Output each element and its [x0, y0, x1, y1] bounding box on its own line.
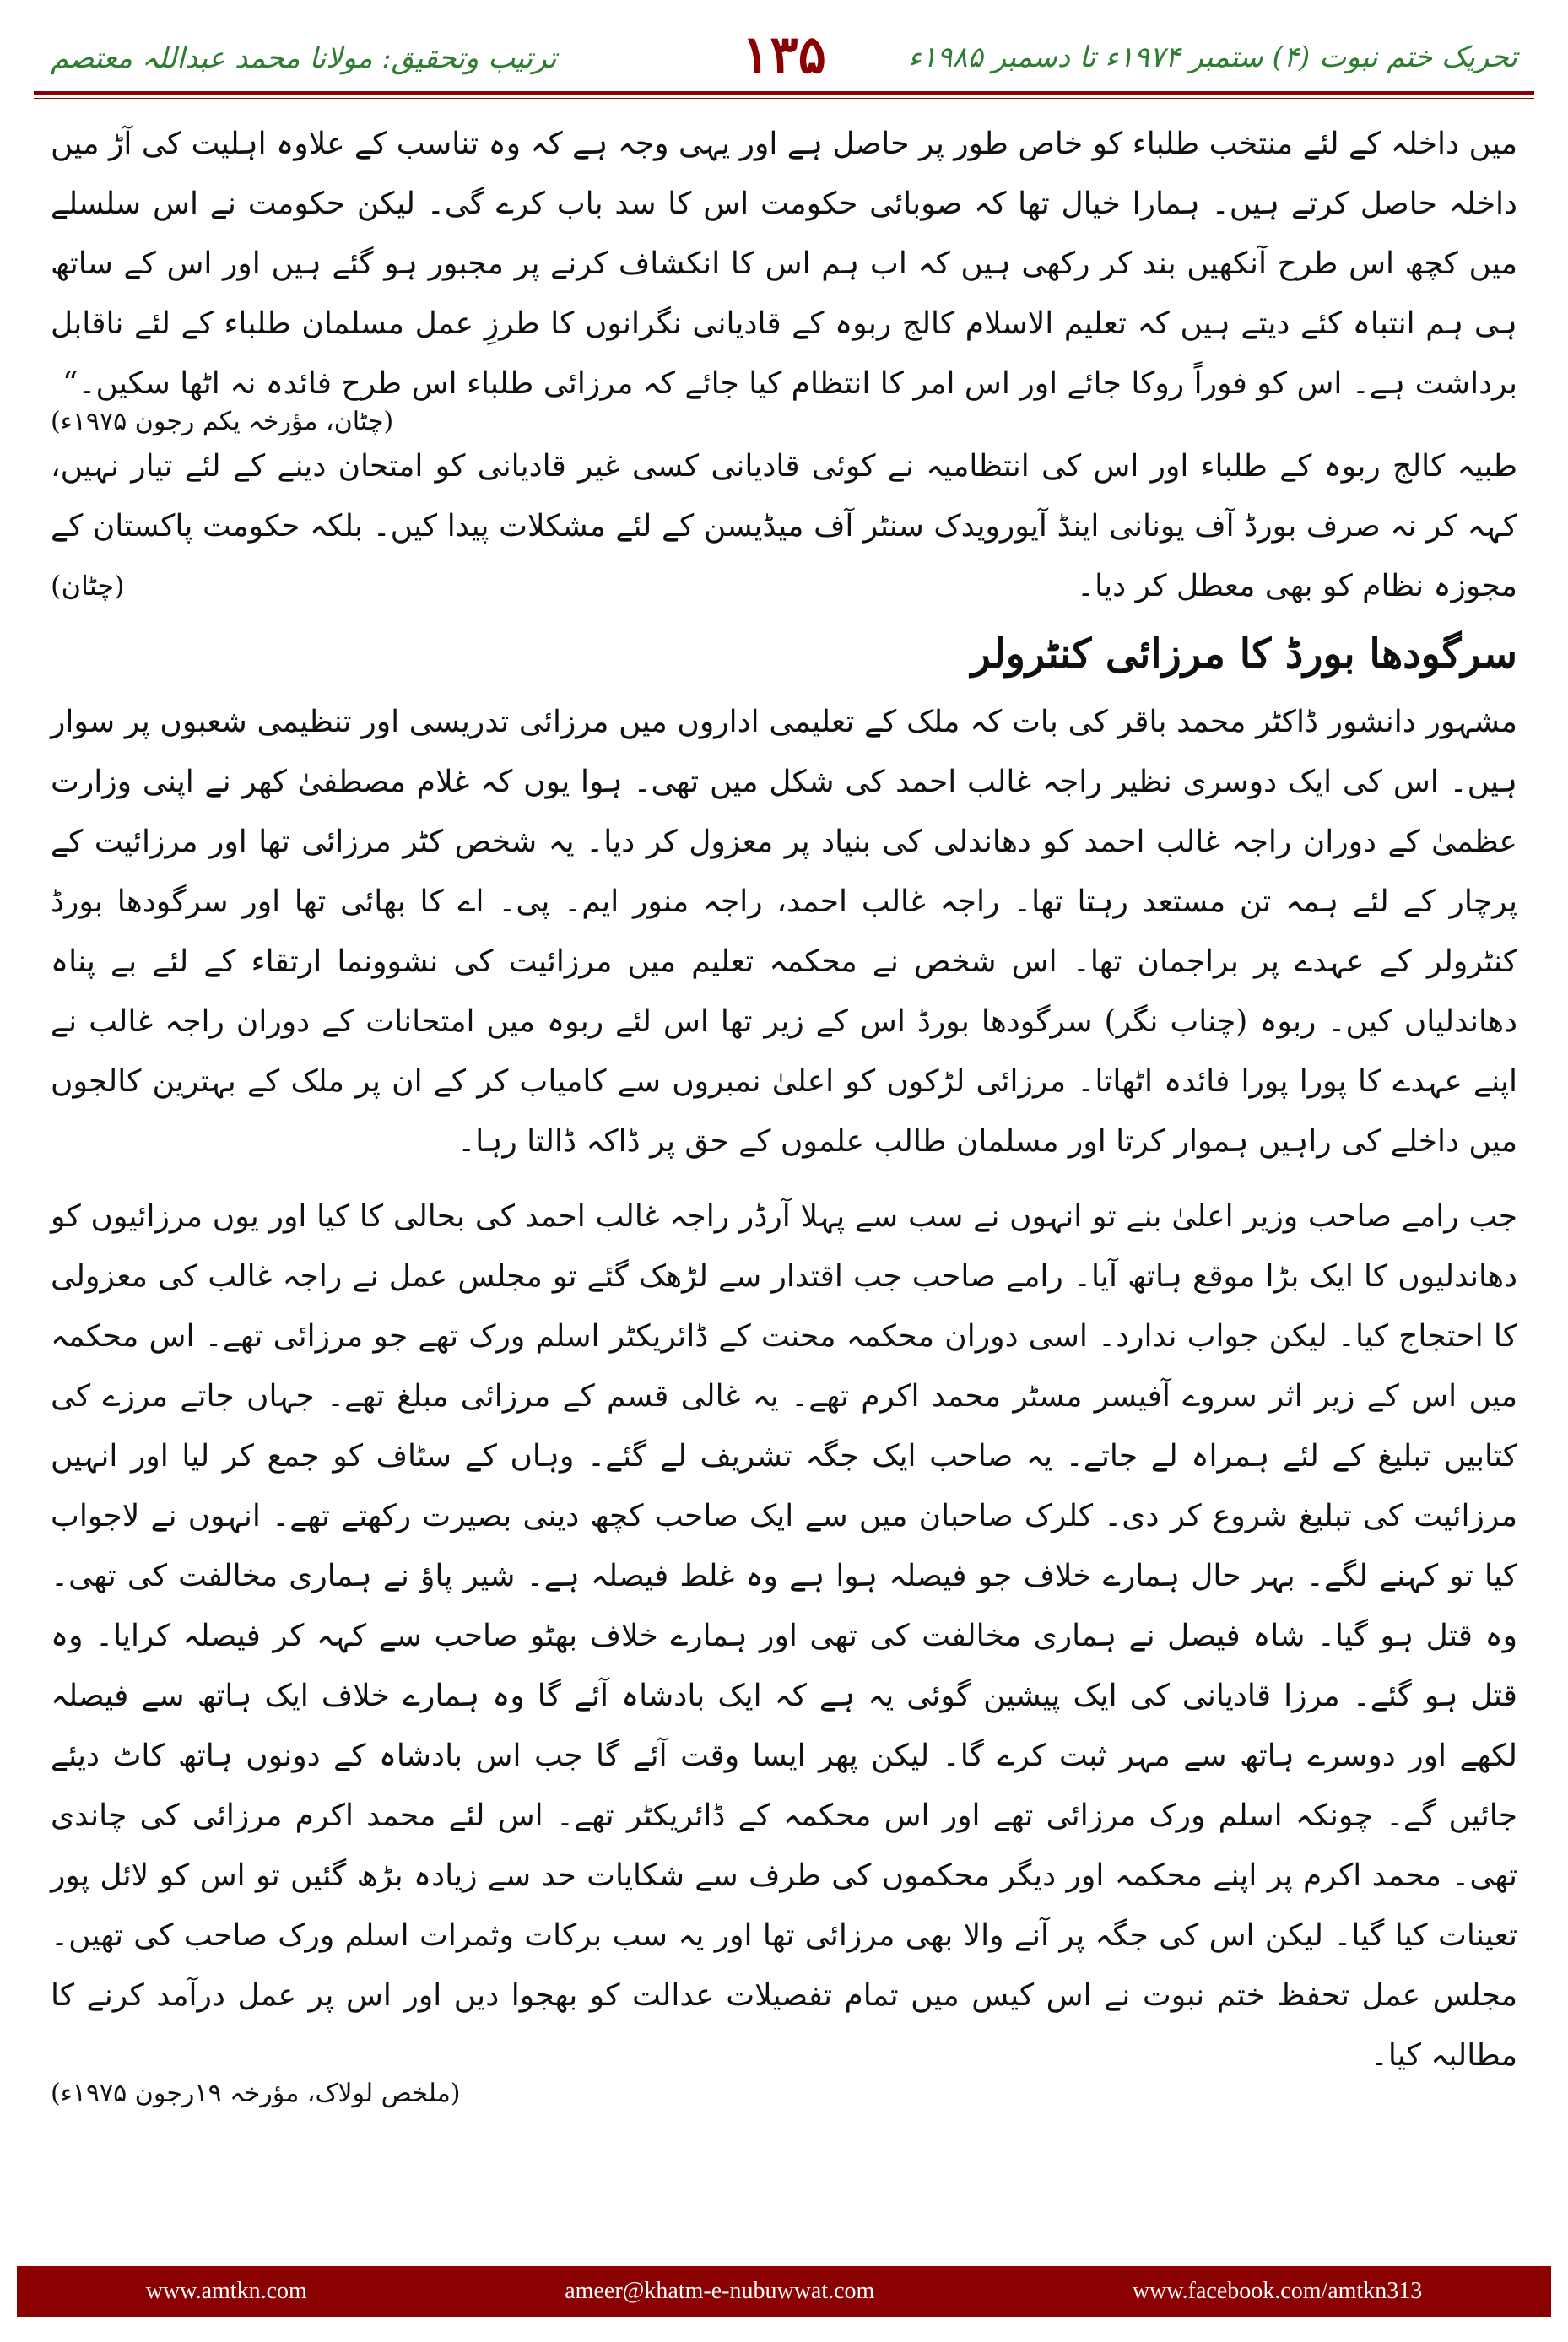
- page-header: [51, 15, 1517, 91]
- page-body: [51, 114, 1517, 2249]
- footer-facebook-link[interactable]: www.facebook.com/amtkn313: [1132, 2278, 1423, 2304]
- citation-3-text: (ملخص لولاک، مؤرخہ ۱۹رجون ۱۹۷۵ء): [51, 2079, 461, 2108]
- header-divider-thin: [34, 98, 1534, 99]
- compiler-credit: ترتیب وتحقیق: مولانا محمد عبداللہ معتصم: [51, 41, 557, 75]
- paragraph-2-text: طبیہ کالج ربوہ کے طلباء اور اس کی انتظامیہ نے کوئی قادیانی کسی غیر قادیانی کو امتحان دینے کے لئے تیار نہیں، کہہ کر نہ صرف بورڈ آف یونانی اینڈ آیورویدک سنٹر آف میڈیسن کے لئے مشکلات پیدا کیں۔ بلکہ حکومت پاکستان کے مجوزہ نظام کو بھی معطل کر دیا۔: [51, 449, 1517, 603]
- citation-2: (چٹان): [51, 570, 125, 602]
- header-divider: [34, 91, 1534, 95]
- page-number: ۱۳۵: [742, 24, 826, 85]
- footer-website-link[interactable]: www.amtkn.com: [145, 2278, 307, 2304]
- book-title: تحریک ختم نبوت (۴) ستمبر ۱۹۷۴ء تا دسمبر ۱۹۸۵ء: [907, 41, 1517, 74]
- section-title: سرگودھا بورڈ کا مرزائی کنٹرولر: [971, 630, 1517, 678]
- page-footer: [17, 2266, 1551, 2317]
- citation-1-text: (چٹان، مؤرخہ یکم رجون ۱۹۷۵ء): [51, 407, 394, 436]
- paragraph-2: [51, 436, 1517, 616]
- paragraph-4: جب رامے صاحب وزیر اعلیٰ بنے تو انہوں نے سب سے پہلا آرڈر راجہ غالب احمد کی بحالی کا کیا اور یوں مرزائیوں کو دھاندلیوں کا ایک بڑا موقع ہاتھ آیا۔ رامے صاحب جب اقتدار سے لڑھک گئے تو مجلس عمل نے راجہ غالب کی معزولی کا احتجاج کیا۔ لیکن جواب ندارد۔ اسی دوران محکمہ محنت کے ڈائریکٹر اسلم ورک تھے جو مرزائی تھے۔ اس محکمہ میں اس کے زیر اثر سروے آفیسر مسٹر محمد اکرم تھے۔ یہ غالی قسم کے مرزائی مبلغ تھے۔ جہاں جاتے مرزے کی کتابیں تبلیغ کے لئے ہمراہ لے جاتے۔ یہ صاحب ایک جگہ تشریف لے گئے۔ وہاں کے سٹاف کو جمع کر لیا اور انہیں مرزائیت کی تبلیغ شروع کر دی۔ کلرک صاحبان میں سے ایک صاحب کچھ دینی بصیرت رکھتے تھے۔ انہوں نے لاجواب کیا تو کہنے لگے۔ بہر حال ہمارے خلاف جو فیصلہ ہوا ہے وہ غلط فیصلہ ہے۔ شیر پاؤ نے ہماری مخالفت کی تھی۔ وہ قتل ہو گیا۔ شاہ فیصل نے ہماری مخالفت کی تھی اور ہمارے خلاف بھٹو صاحب سے کہہ کر فیصلہ کرایا۔ وہ قتل ہو گئے۔ مرزا قادیانی کی ایک پیشین گوئی یہ ہے کہ ایک بادشاہ آئے گا وہ ہمارے خلاف ایک ہاتھ سے فیصلہ لکھے اور دوسرے ہاتھ سے مہر ثبت کرے گا۔ لیکن پھر ایسا وقت آئے گا جب اس بادشاہ کے دونوں ہاتھ کاٹ دیئے جائیں گے۔ چونکہ اسلم ورک مرزائی تھے اور اس محکمہ کے ڈائریکٹر تھے۔ اس لئے محمد اکرم مرزائی کی چاندی تھی۔ محمد اکرم پر اپنے محکمہ اور دیگر محکموں کی طرف سے شکایات حد سے زیادہ بڑھ گئیں تو اس کو لائل پور تعینات کیا گیا۔ لیکن اس کی جگہ پر آنے والا بھی مرزائی تھا اور یہ سب برکات وثمرات اسلم ورک صاحب کی تھیں۔ مجلس عمل تحفظ ختم نبوت نے اس کیس میں تمام تفصیلات عدالت کو بھجوا دیں اور اس پر عمل درآمد کرنے کا مطالبہ کیا۔: [51, 1199, 1517, 2073]
- footer-email-link[interactable]: ameer@khatm-e-nubuwwat.com: [565, 2278, 875, 2304]
- paragraph-1: میں داخلہ کے لئے منتخب طلباء کو خاص طور پر حاصل ہے اور یہی وجہ ہے کہ وہ تناسب کے علاوہ اہلیت کی آڑ میں داخلہ حاصل کرتے ہیں۔ ہمارا خیال تھا کہ صوبائی حکومت اس کا سد باب کرے گی۔ لیکن حکومت نے اس سلسلے میں کچھ اس طرح آنکھیں بند کر رکھی ہیں کہ اب ہم اس کا انکشاف کرنے پر مجبور ہو گئے ہیں اور اس کے ساتھ ہی ہم انتباہ کئے دیتے ہیں کہ تعلیم الاسلام کالج ربوہ کے قادیانی نگرانوں کا طرزِ عمل مسلمان طلباء کے لئے ناقابل برداشت ہے۔ اس کو فوراً روکا جائے اور اس امر کا انتظام کیا جائے کہ مرزائی طلباء اس طرح فائدہ نہ اٹھا سکیں۔“: [51, 127, 1517, 401]
- paragraph-gap: [51, 1171, 1517, 1187]
- paragraph-3: مشہور دانشور ڈاکٹر محمد باقر کی بات کہ ملک کے تعلیمی اداروں میں مرزائی تدریسی اور تنظیمی شعبوں پر سوار ہیں۔ اس کی ایک دوسری نظیر راجہ غالب احمد کی شکل میں تھی۔ ہوا یوں کہ غلام مصطفیٰ کھر نے اپنی وزارت عظمیٰ کے دوران راجہ غالب احمد کو دھاندلی کی بنیاد پر معزول کر دیا۔ یہ شخص کٹر مرزائی تھا اور مرزائیت کے پرچار کے لئے ہمہ تن مستعد رہتا تھا۔ راجہ غالب احمد، راجہ منور ایم۔ پی۔ اے کا بھائی تھا اور سرگودھا بورڈ کنٹرولر کے عہدے پر براجمان تھا۔ اس شخص نے محکمہ تعلیم میں مرزائیت کی نشوونما ارتقاء کے لئے بے پناہ دھاندلیاں کیں۔ ربوہ (چناب نگر) سرگودھا بورڈ اس کے زیر تھا اس لئے ربوہ میں امتحانات کے دوران راجہ غالب نے اپنے عہدے کا پورا پورا فائدہ اٹھاتا۔ مرزائی لڑکوں کو اعلیٰ نمبروں سے کامیاب کر کے ان پر ملک کے بہترین کالجوں میں داخلے کی راہیں ہموار کرتا اور مسلمان طالب علموں کے حق پر ڈاکہ ڈالتا رہا۔: [51, 705, 1518, 1159]
- citation-3: [51, 2079, 1517, 2108]
